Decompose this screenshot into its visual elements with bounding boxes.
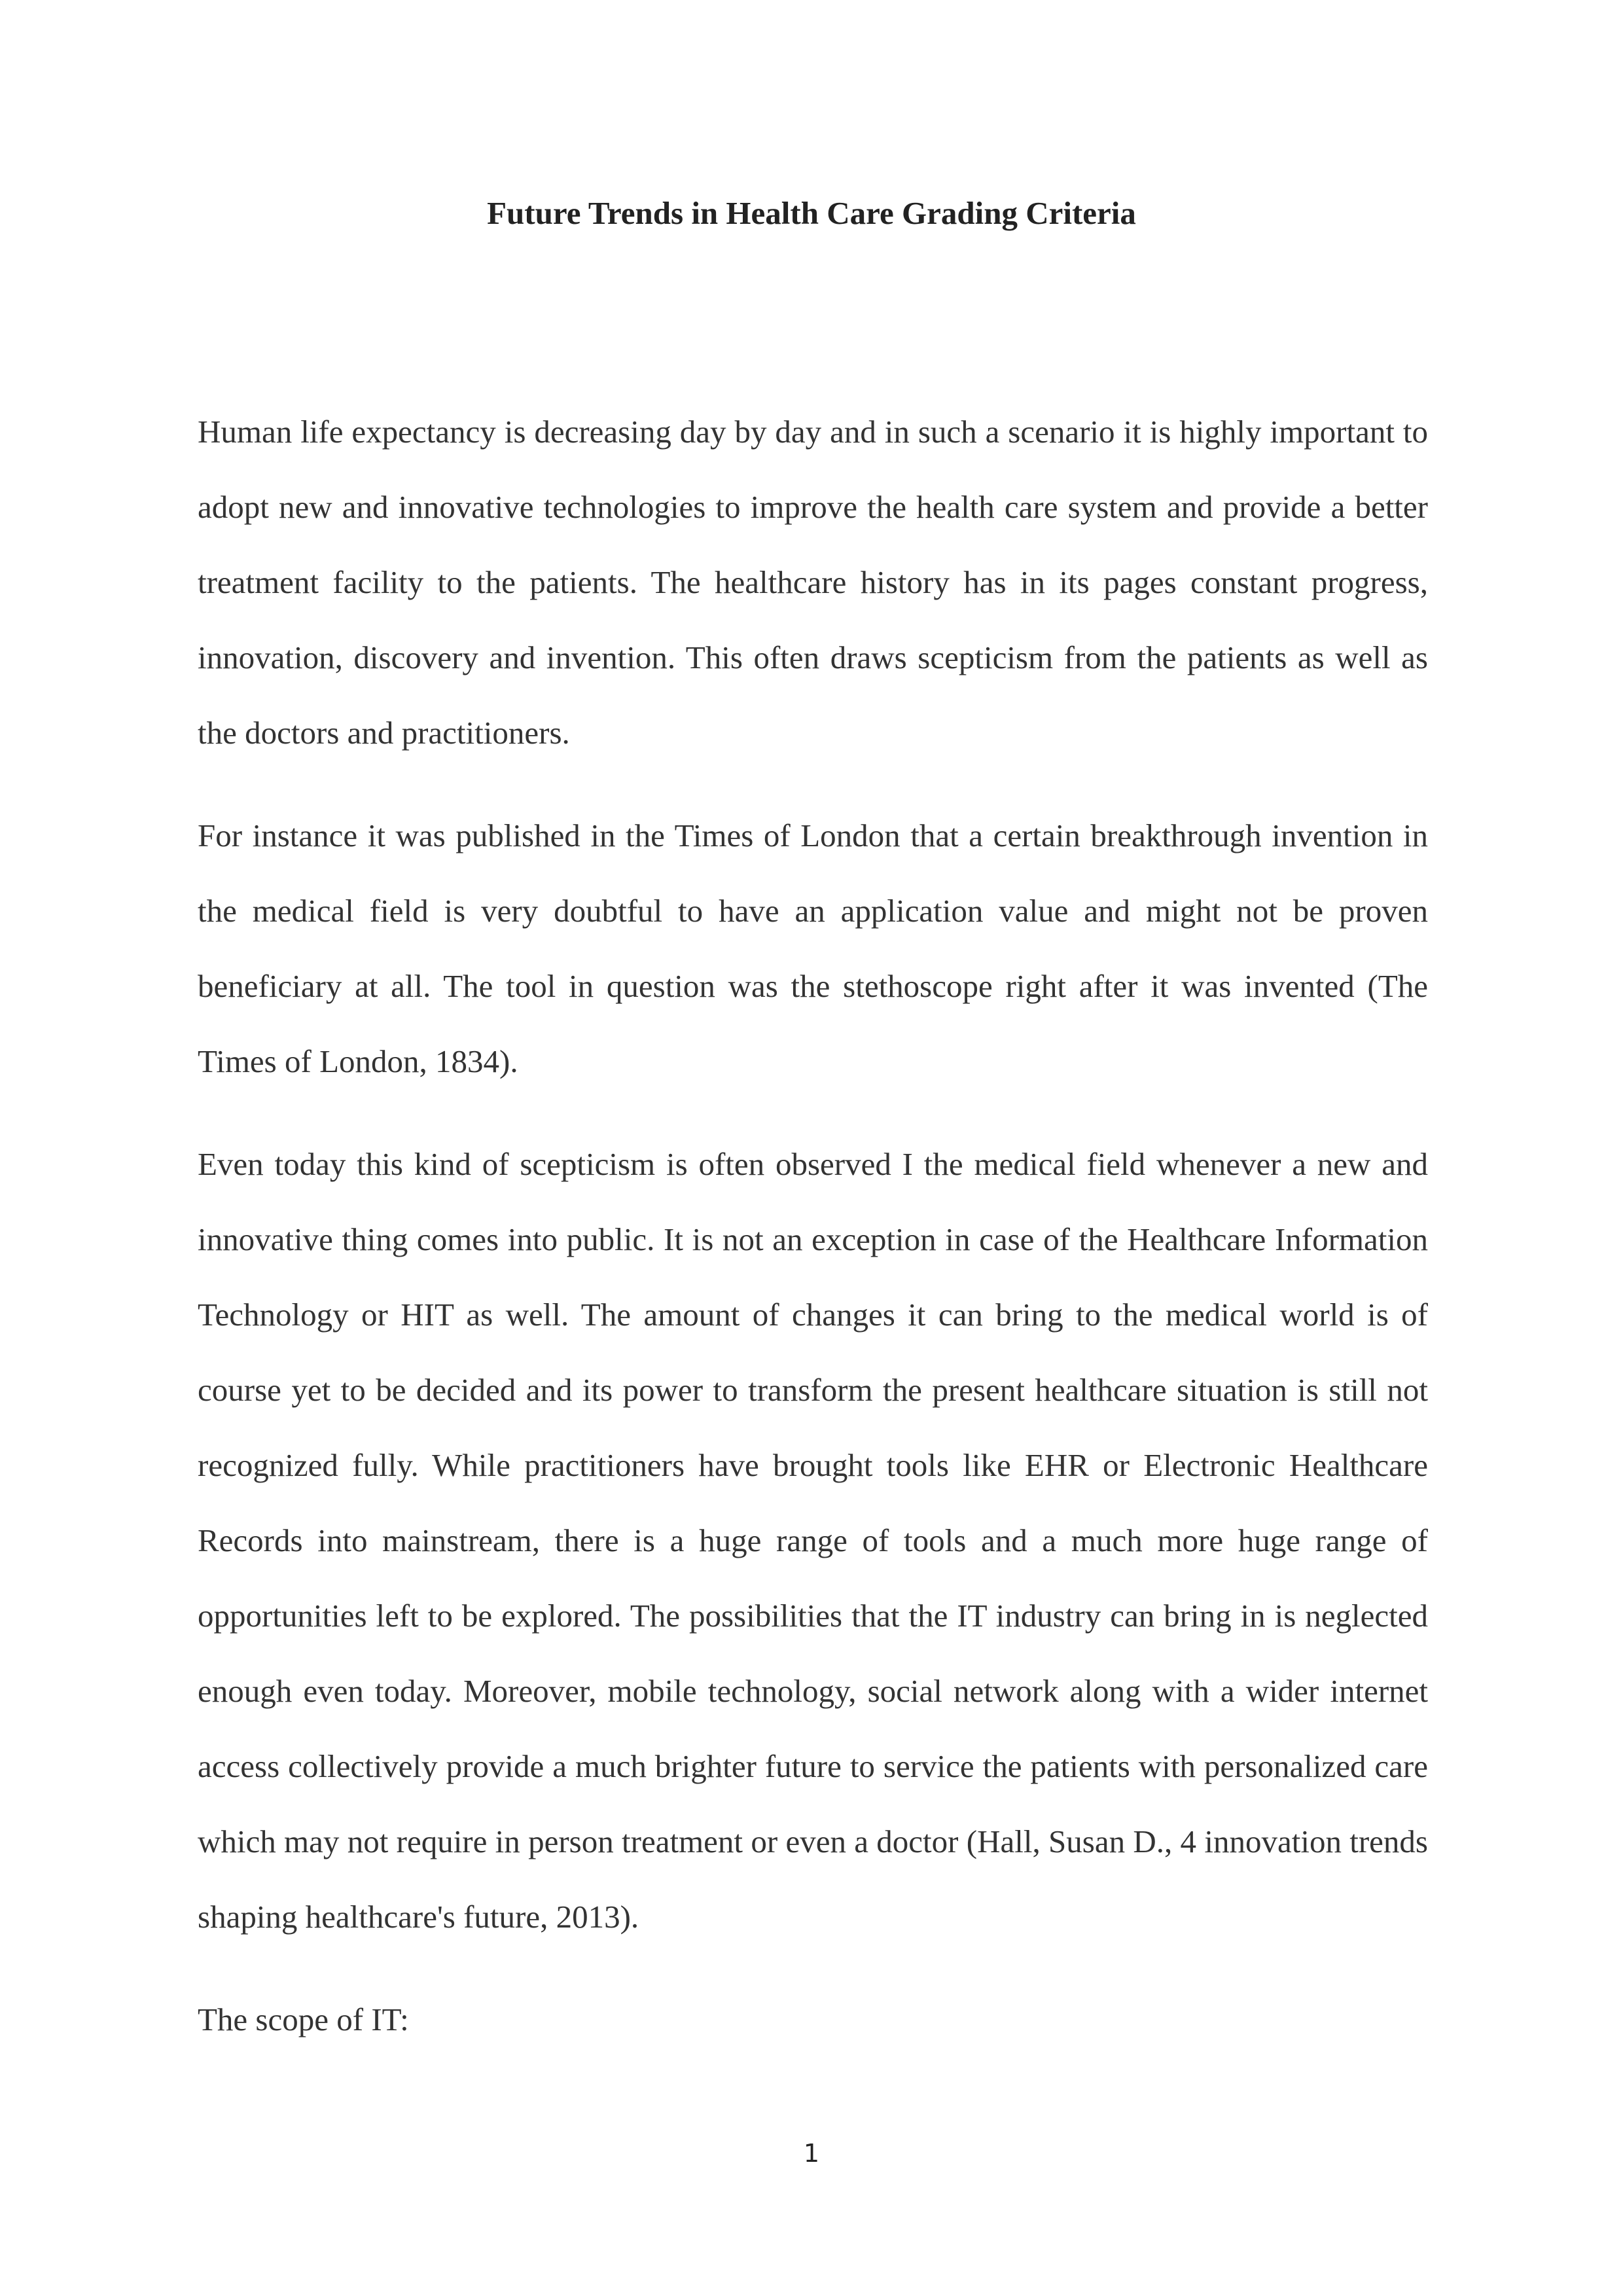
page-number: 1 [803, 2139, 820, 2168]
paragraph-intro: Human life expectancy is decreasing day by day and in such a scenario it is highly important to adopt new and innovative technologies to improve the health care system and provide a better treatment facility to the patients. The healthcare history has in its pages constant progress, innovation, discovery and invention. This often draws scepticism from the patients as well as the doctors and practitioners. [198, 414, 1428, 751]
document-title: Future Trends in Health Care Grading Criteria [487, 195, 1136, 231]
paragraph-spacer [198, 1954, 1428, 1982]
paragraph-scope-of-it: The scope of IT: [198, 2001, 409, 2037]
paragraph-spacer [198, 770, 1428, 798]
paragraph-times-of-london: For instance it was published in the Times of London that a certain breakthrough invention in the medical field is very doubtful to have an application value and might not be proven beneficiary at all. The tool in question was the stethoscope right after it was invented (The Times of London, 1834). [198, 817, 1428, 1079]
paragraph-healthcare-it: Even today this kind of scepticism is often observed I the medical field whenever a new and innovative thing comes into public. It is not an exception in case of the Healthcare Information Technology or HIT as well. The amount of changes it can bring to the medical world is of course yet to be decided and its power to transform the present healthcare situation is still not recognized fully. While practitioners have brought tools like EHR or Electronic Healthcare Records into mainstream, there is a huge range of tools and a much more huge range of opportunities left to be explored. The possibilities that the IT industry can bring in is neglected enough even today. Moreover, mobile technology, social network along with a wider internet access collectively provide a much brighter future to service the patients with personalized care which may not require in person treatment or even a doctor (Hall, Susan D., 4 innovation trends shaping healthcare's future, 2013). [198, 1146, 1428, 1935]
document-body [198, 394, 1428, 2057]
paragraph-spacer [198, 1099, 1428, 1126]
